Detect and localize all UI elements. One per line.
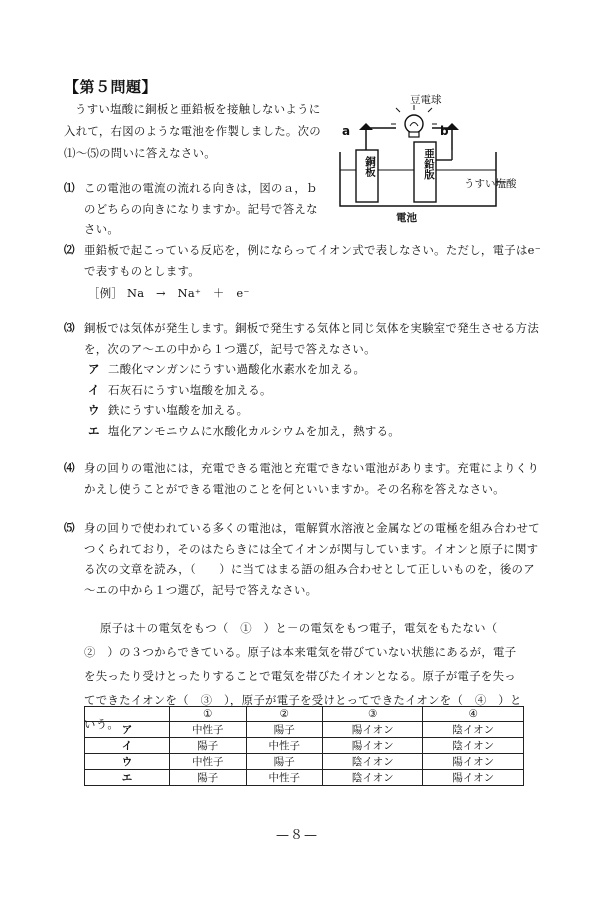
table-cell: ウ [85,754,170,770]
choice-item [88,380,544,401]
choice-list [88,359,544,441]
choice-item [88,421,544,442]
question-2 [64,240,544,304]
choice-text: 鉄にうすい塩酸を加える。 [108,403,249,417]
question-text: 身の回りの電池には，充電できる電池と充電できない電池があります。充電によりくりかえし使うことができる電池のことを何といいますか。その名称を答えなさい。 [84,461,540,496]
table-cell: 陽子 [246,722,323,738]
zinc-plate-label: 亜鉛版 [423,148,435,180]
reading-passage: 原子は＋の電気をもつ（ ① ）と－の電気をもつ電子，電気をもたない（ ② ）の３つからできている。原子は本来電気を帯びていない状態にあるが，電子を失ったり受けとったりすることで電気を帯びたイオンとなる。原子が電子を失ってできたイオンを（ ③ ），原子が電子を受けとってできたイオンを（ ④ ）という。 [84,621,522,731]
question-3 [64,318,544,441]
question-text: この電池の電流の流れる向きは，図のａ，ｂのどちらの向きになりますか。記号で答えなさい。 [84,181,318,236]
terminal-a-label: a [342,124,351,138]
table-header-cell: ④ [423,707,524,722]
table-cell: イ [85,738,170,754]
table-row [85,770,524,786]
table-cell: エ [85,770,170,786]
table-cell: 陽子 [170,738,247,754]
table-cell: 陰イオン [423,738,524,754]
table-cell: 陽子 [170,770,247,786]
choice-text: 塩化アンモニウムに水酸化カルシウムを加え，熱する。 [108,423,400,438]
table-cell: 中性子 [170,754,247,770]
choice-key: ウ [88,403,100,417]
question-number: ⑴ [64,182,75,194]
table-header-row [85,707,524,722]
diagram-caption: 電池 [396,212,417,224]
copper-plate-label: 銅板 [364,156,376,177]
table-row [85,738,524,754]
section-title: 【第５問題】 [64,78,158,96]
terminal-b-label: b [440,124,449,138]
question-number: ⑷ [64,462,75,474]
choice-text: 石灰石にうすい塩酸を加える。 [108,382,272,397]
intro-text: うすい塩酸に銅板と亜鉛板を接触しないように入れて，右図のような電池を作製しました。次の⑴～⑸の問いに答えなさい。 [64,102,321,160]
table-cell: 陰イオン [423,722,524,738]
choice-key: ア [88,362,100,376]
choice-key: エ [88,423,100,438]
table-header-cell: ③ [323,707,423,722]
table-cell: 陽イオン [323,722,423,738]
table-cell: ア [85,722,170,738]
question-1 [64,178,544,240]
table-row [85,722,524,738]
choice-item [88,359,544,380]
table-cell: 陽子 [246,754,323,770]
question-text: 銅板では気体が発生します。銅板で発生する気体と同じ気体を実験室で発生させる方法を，次のア～エの中から１つ選び，記号で答えなさい。 [84,321,540,356]
table-cell: 陰イオン [323,770,423,786]
question-text: 亜鉛板で起こっている反応を，例にならってイオン式で表しなさい。ただし，電子はe⁻で表すものとします。 [84,243,542,278]
table-row [85,754,524,770]
table-cell: 陽イオン [423,770,524,786]
question-text: 身の回りで使われている多くの電池は，電解質水溶液と金属などの電極を組み合わせてつくられており，そのはたらきには全てイオンが関与しています。イオンと原子に関する次の文章を読み，（ ）に当てはまる語の組み合わせとして正しいものを，後のア～エの中から１つ選び，記号で答えなさい。 [84,521,540,597]
table-cell: 陽イオン [323,738,423,754]
question-number: ⑵ [64,244,75,256]
choice-text: 二酸化マンガンにうすい過酸化水素水を加える。 [108,362,366,376]
page-number: —８— [276,828,319,843]
question-number: ⑸ [64,522,75,534]
acid-label: うすい塩酸 [464,178,517,190]
table-cell: 陽イオン [423,754,524,770]
question-number: ⑶ [64,322,75,334]
choice-item [88,400,544,421]
question-4 [64,458,544,499]
table-cell: 中性子 [170,722,247,738]
table-header-cell: ① [170,707,247,722]
bulb-label: 豆電球 [410,94,442,106]
answer-options-table [84,706,524,786]
question-5 [64,518,544,600]
table-cell: 中性子 [246,738,323,754]
table-header-cell: ② [246,707,323,722]
table-cell: 陰イオン [323,754,423,770]
table-cell: 中性子 [246,770,323,786]
table-header-cell [85,707,170,722]
example-equation: ［例］ Na → Na⁺ ＋ e⁻ [88,286,250,300]
choice-key: イ [88,382,100,397]
